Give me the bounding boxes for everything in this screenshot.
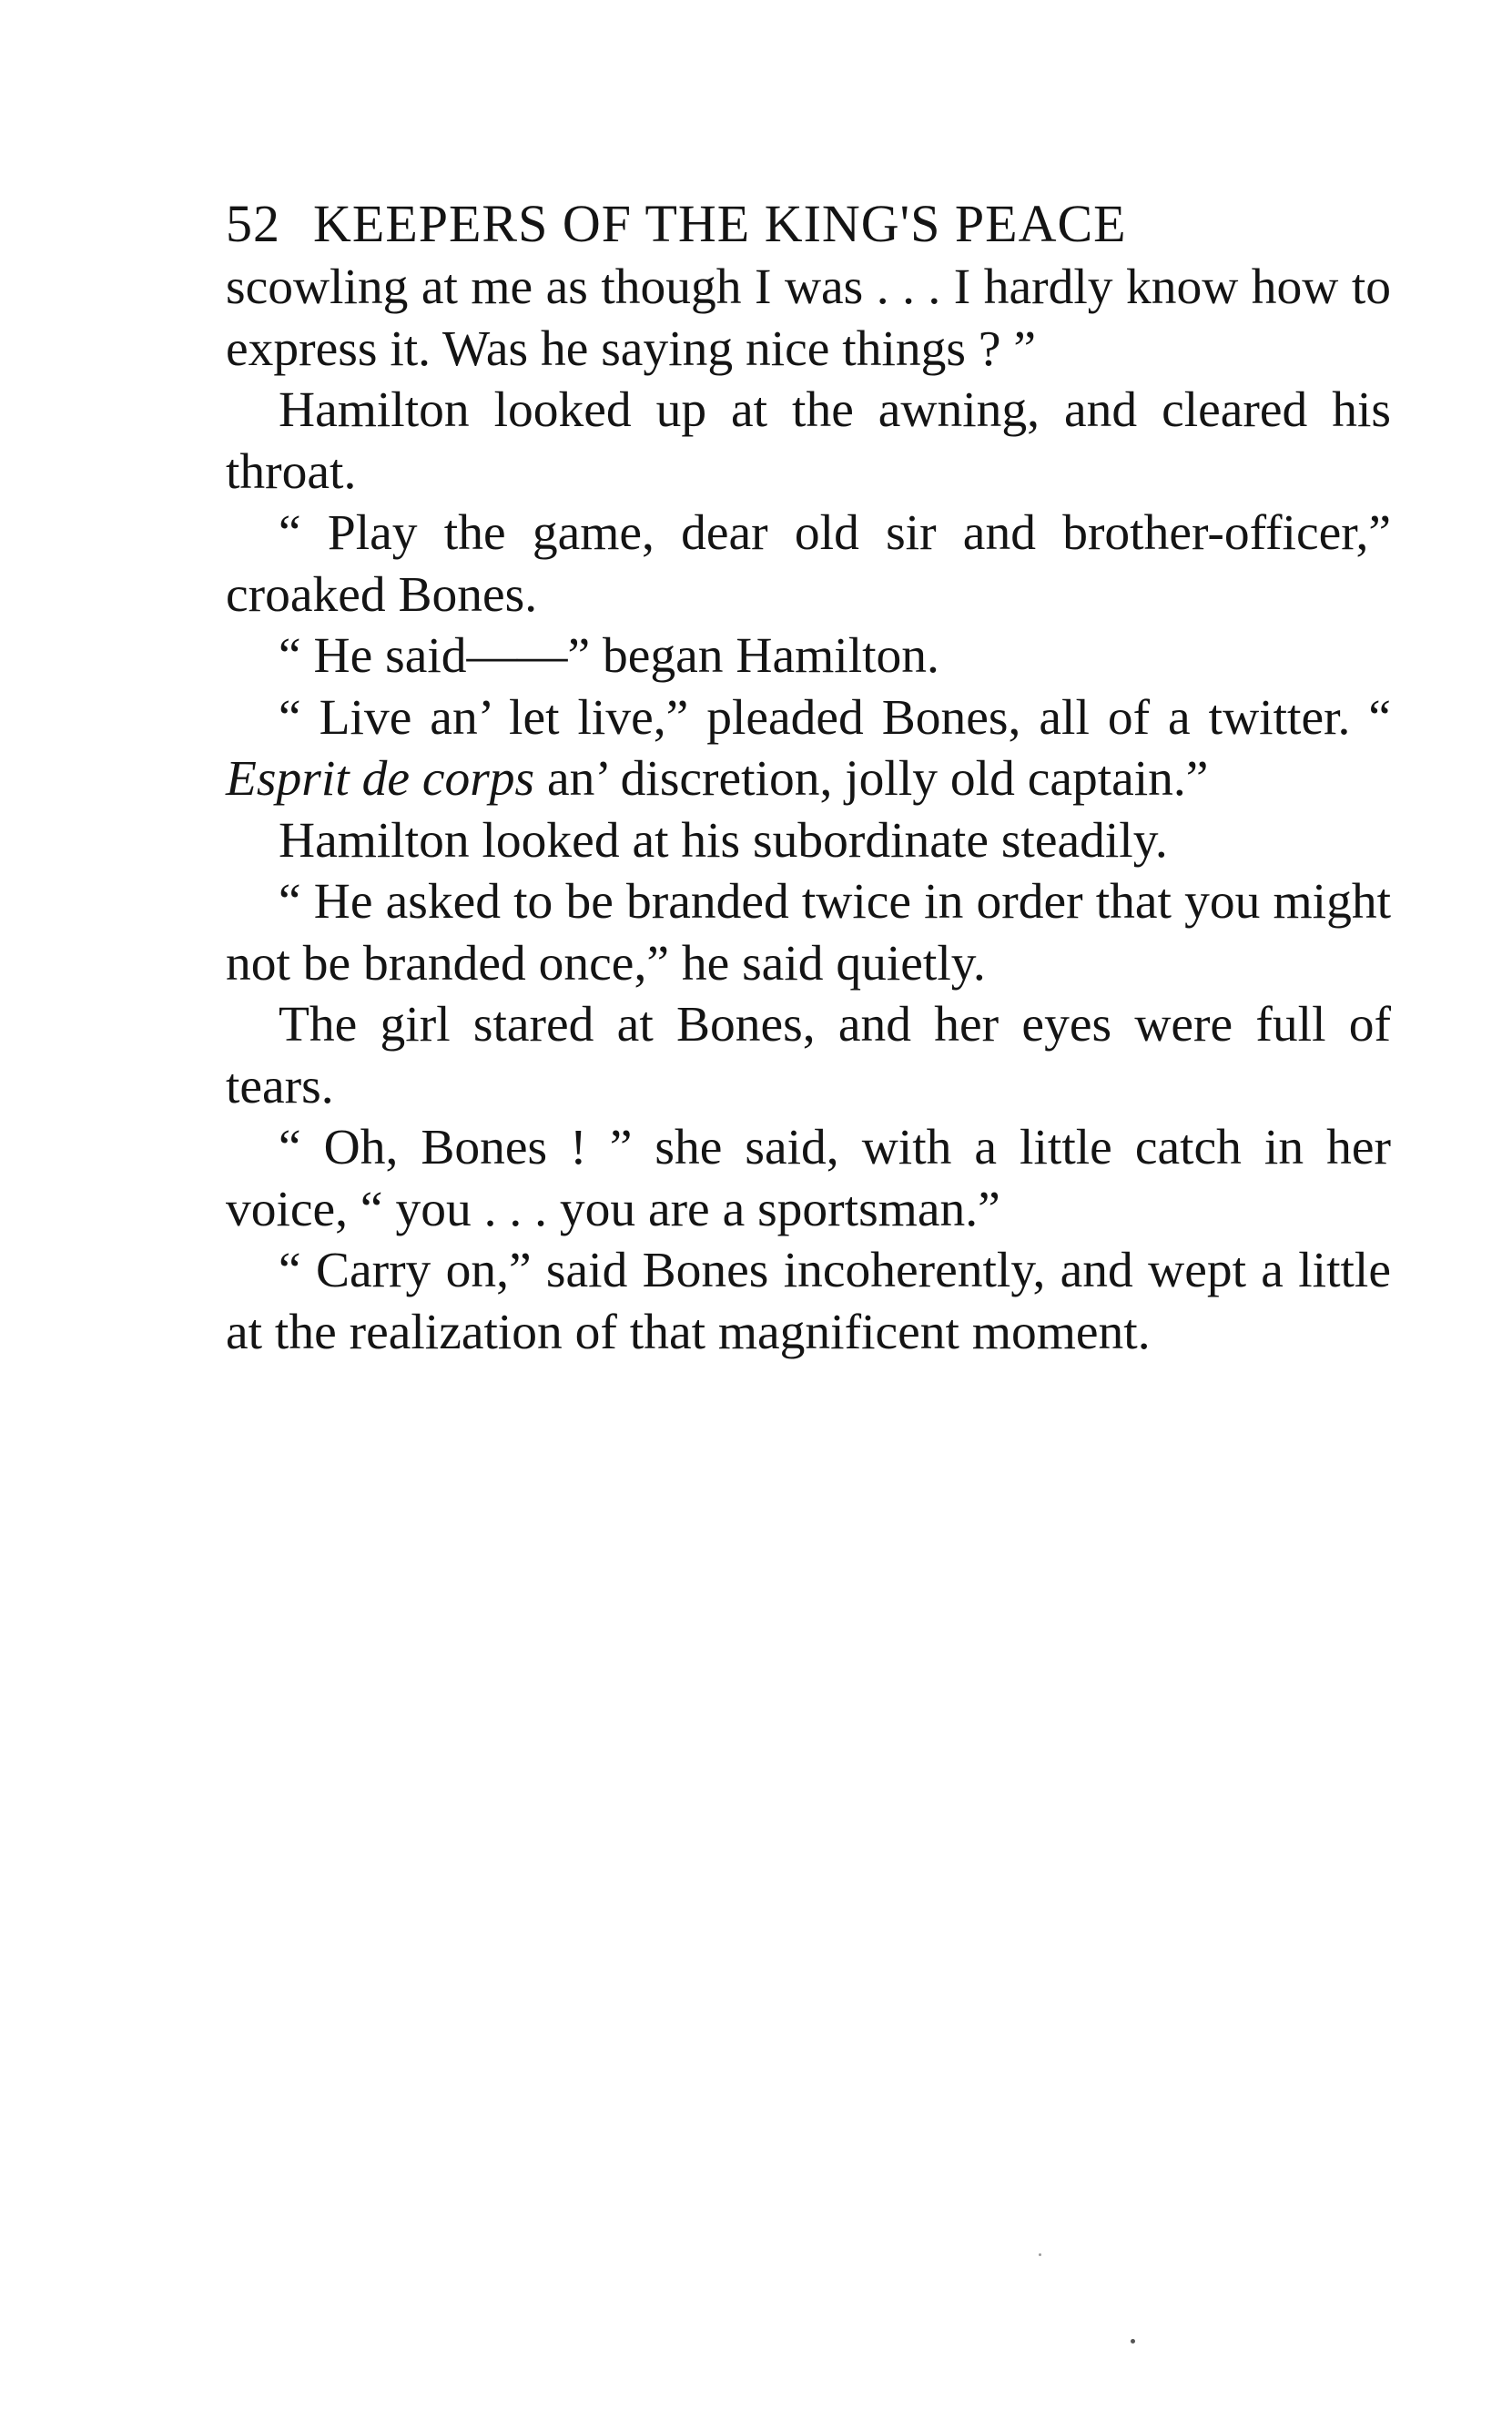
print-speck xyxy=(1039,2253,1041,2256)
paragraph: Hamilton looked up at the awning, and cleared his throat. xyxy=(226,382,1391,500)
paragraph: The girl stared at Bones, and her eyes were full of tears. xyxy=(226,997,1391,1114)
paragraph: “ Oh, Bones ! ” she said, with a little catch in her voice, “ you . . . you are a sportsman.” xyxy=(226,1120,1391,1237)
paragraph xyxy=(226,687,1391,810)
book-page xyxy=(226,191,1391,1363)
paragraph: “ He asked to be branded twice in order that you might not be branded once,” he said quietly. xyxy=(226,874,1391,991)
running-title: KEEPERS OF THE KING'S PEACE xyxy=(313,194,1127,253)
paragraph-segment: “ Live an’ let live,” pleaded Bones, all of a twitter. “ xyxy=(279,689,1391,746)
paragraph: “ He said——” began Hamilton. xyxy=(279,628,939,684)
body-text xyxy=(226,257,1391,1363)
running-head xyxy=(226,191,1391,257)
paragraph-segment: an’ discretion, jolly old captain.” xyxy=(534,751,1209,807)
paragraph: “ Carry on,” said Bones incoherently, and wept a little at the realization of that magnificent moment. xyxy=(226,1243,1391,1360)
italic-phrase: Esprit de corps xyxy=(226,751,535,807)
paragraph: scowling at me as though I was . . . I hardly know how to express it. Was he saying nice things ? ” xyxy=(226,259,1391,377)
print-speck xyxy=(1131,2339,1135,2344)
paragraph: Hamilton looked at his subordinate steadily. xyxy=(279,812,1168,869)
paragraph: “ Play the game, dear old sir and brother-officer,” croaked Bones. xyxy=(226,505,1391,623)
page-number: 52 xyxy=(226,194,280,253)
